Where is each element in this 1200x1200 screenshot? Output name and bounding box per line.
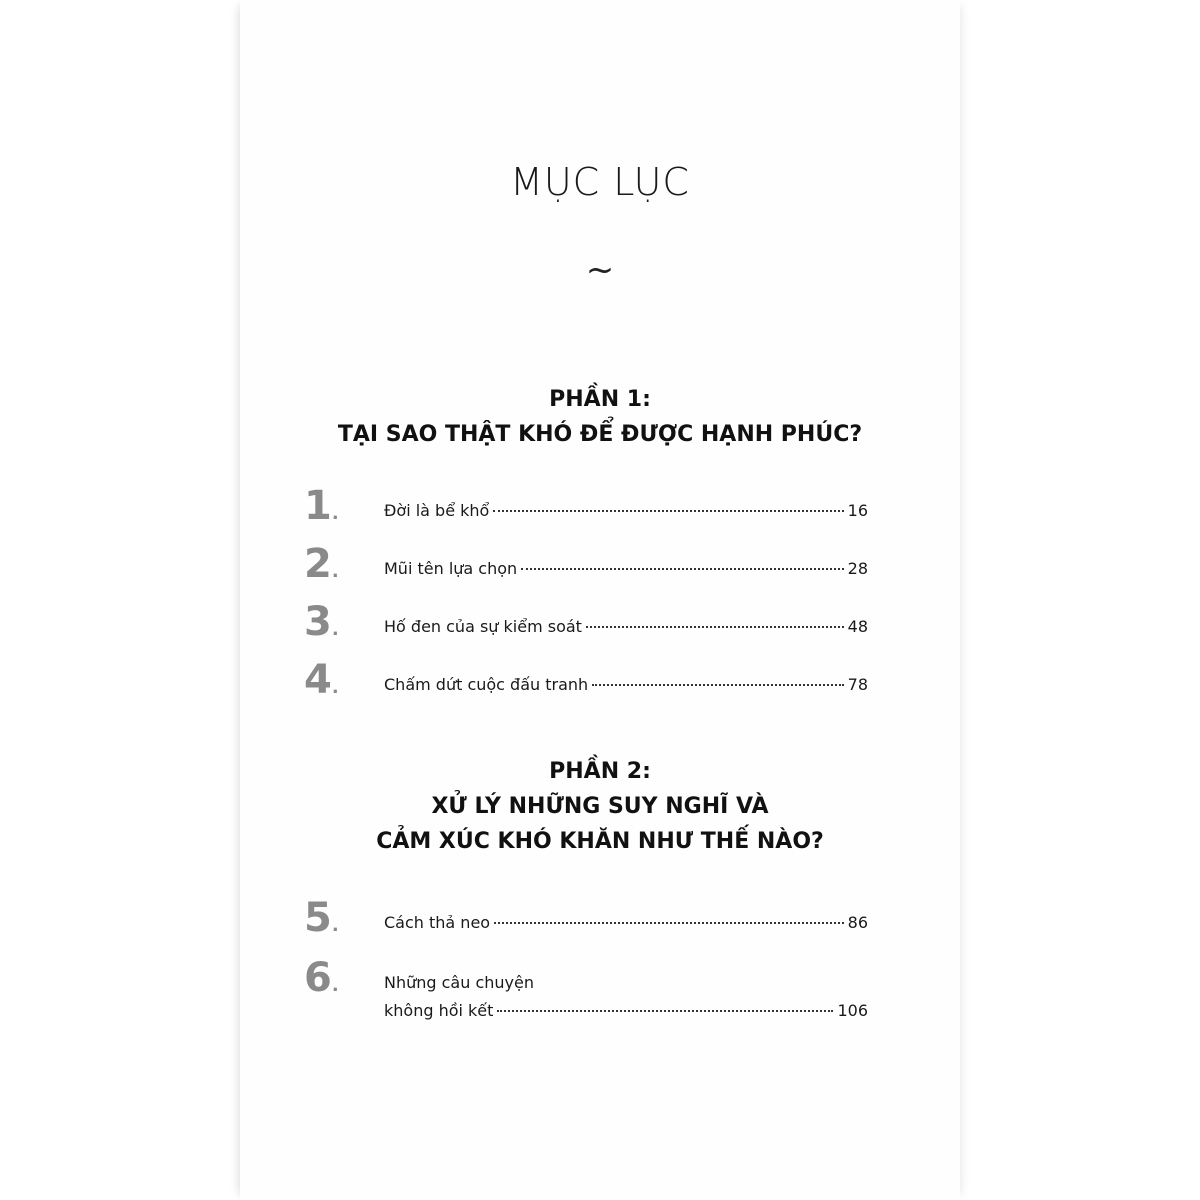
page-title: MỤC LỤC [510,160,690,204]
dot-leader [521,568,843,570]
chapter-number: 3. [304,599,339,645]
part-2-label: PHẦN 2: [549,759,651,784]
chapter-number: 6. [304,955,339,1001]
chapter-number: 5. [304,895,339,941]
part-1-heading [240,382,960,452]
chapter-line [384,558,868,580]
page-number: 48 [847,617,868,636]
page-number: 16 [847,501,868,520]
dot-leader [497,1010,833,1012]
chapter-line [384,616,868,638]
part-2-title-line-2: CẢM XÚC KHÓ KHĂN NHƯ THẾ NÀO? [376,829,824,854]
chapter-title-line-1: Những câu chuyện [384,973,534,992]
chapter-title-line-2: không hồi kết [384,1001,494,1020]
tilde-ornament: ~ [585,250,615,290]
chapter-line [384,912,868,934]
page-number: 106 [837,1001,868,1020]
chapter-number: 4. [304,657,339,703]
chapter-number: 2. [304,541,339,587]
page-number: 86 [847,913,868,932]
dot-leader [494,922,844,924]
chapter-title: Cách thả neo [384,913,491,932]
chapter-number: 1. [304,483,339,529]
part-1-label: PHẦN 1: [549,387,651,412]
dot-leader [592,684,843,686]
dot-leader [586,626,844,628]
chapter-title: Mũi tên lựa chọn [384,559,518,578]
part-2-title-line-1: XỬ LÝ NHỮNG SUY NGHĨ VÀ [431,794,769,819]
chapter-line [384,500,868,522]
book-page [240,0,960,1200]
page-number: 28 [847,559,868,578]
chapter-title: Hố đen của sự kiểm soát [384,617,582,636]
chapter-title: Chấm dứt cuộc đấu tranh [384,675,589,694]
part-2-heading [240,754,960,859]
page-number: 78 [847,675,868,694]
chapter-line [384,674,868,696]
dot-leader [493,510,843,512]
part-1-title: TẠI SAO THẬT KHÓ ĐỂ ĐƯỢC HẠNH PHÚC? [337,422,863,447]
chapter-line [384,1000,868,1022]
chapter-title: Đời là bể khổ [384,501,490,520]
